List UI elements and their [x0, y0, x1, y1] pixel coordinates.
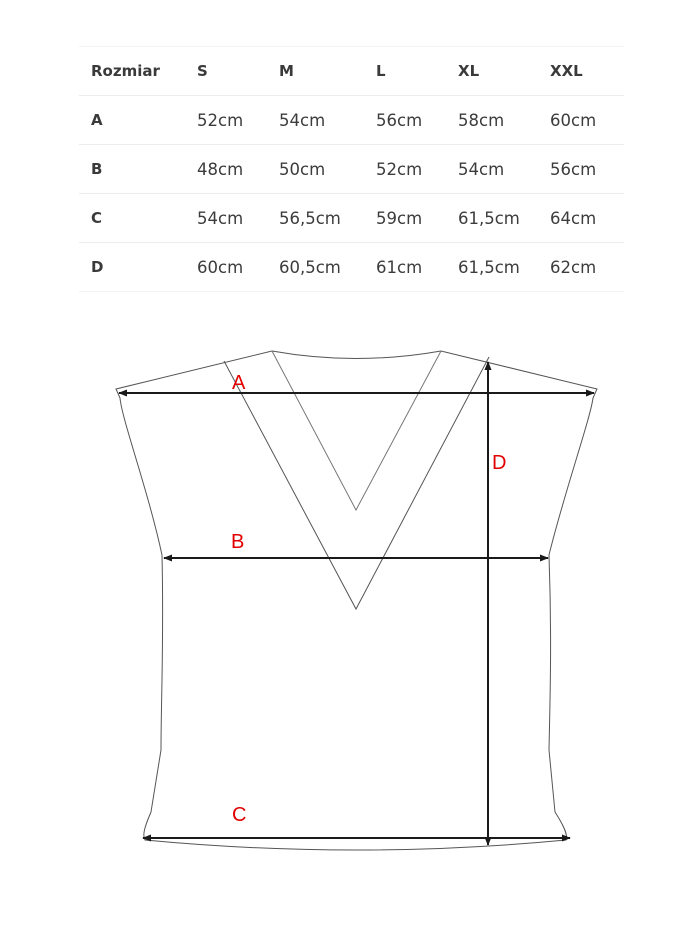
header-size-l: L [376, 62, 386, 80]
table-cell: 61,5cm [458, 208, 520, 228]
label-c: C [232, 804, 247, 826]
row-label: D [91, 258, 104, 276]
header-size-xl: XL [458, 62, 480, 80]
label-a: A [232, 372, 246, 394]
label-d: D [492, 452, 507, 474]
table-cell: 54cm [279, 110, 326, 130]
neckline-inner [272, 351, 441, 510]
table-row [79, 242, 624, 292]
header-size-m: M [279, 62, 294, 80]
size-table [79, 46, 624, 292]
table-cell: 60,5cm [279, 257, 341, 277]
row-label: B [91, 160, 103, 178]
table-cell: 54cm [458, 159, 505, 179]
table-cell: 61,5cm [458, 257, 520, 277]
table-row [79, 95, 624, 144]
garment-outline [116, 351, 597, 850]
table-cell: 64cm [550, 208, 597, 228]
table-cell: 48cm [197, 159, 244, 179]
table-row [79, 193, 624, 242]
table-cell: 58cm [458, 110, 505, 130]
row-label: A [91, 111, 103, 129]
label-b: B [231, 531, 245, 553]
header-size-s: S [197, 62, 208, 80]
table-cell: 60cm [550, 110, 597, 130]
table-cell: 52cm [197, 110, 244, 130]
neckline-outer [224, 357, 489, 609]
table-cell: 56cm [550, 159, 597, 179]
table-cell: 62cm [550, 257, 597, 277]
table-cell: 60cm [197, 257, 244, 277]
table-row [79, 144, 624, 193]
row-label: C [91, 209, 103, 227]
table-cell: 54cm [197, 208, 244, 228]
garment-diagram [0, 330, 700, 890]
header-rozmiar: Rozmiar [91, 62, 160, 80]
table-cell: 52cm [376, 159, 423, 179]
table-cell: 56cm [376, 110, 423, 130]
table-cell: 61cm [376, 257, 423, 277]
table-header-row [79, 46, 624, 95]
table-cell: 59cm [376, 208, 423, 228]
table-cell: 50cm [279, 159, 326, 179]
header-size-xxl: XXL [550, 62, 583, 80]
table-cell: 56,5cm [279, 208, 341, 228]
